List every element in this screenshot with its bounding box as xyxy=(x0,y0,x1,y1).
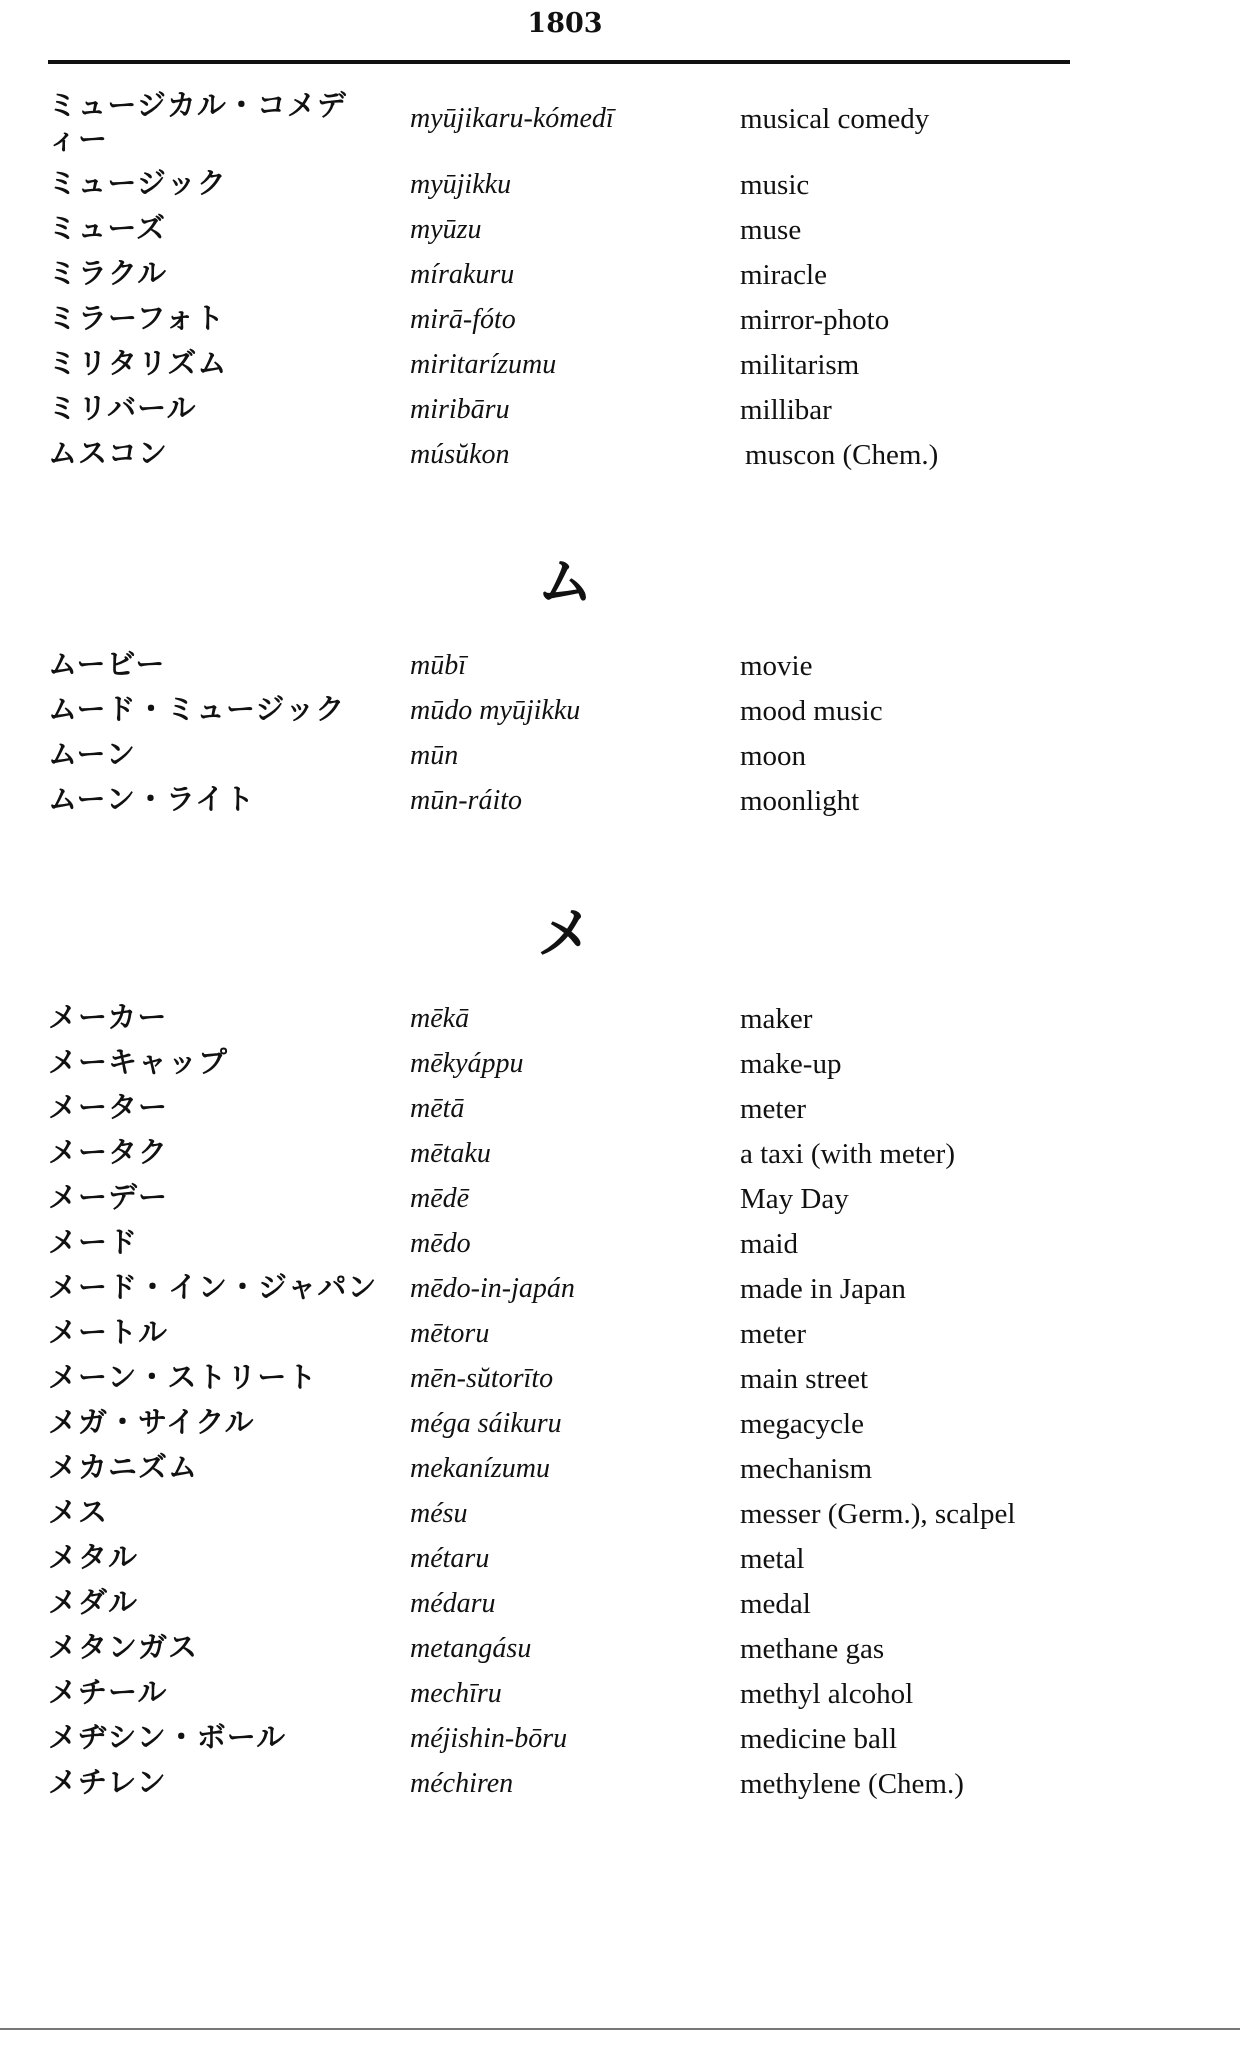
romanization: mirā-fóto xyxy=(410,304,516,335)
katakana-term: メーター xyxy=(48,1090,169,1124)
romanization: mēdo xyxy=(410,1228,471,1259)
romanization: mūn-ráito xyxy=(410,785,522,816)
english-meaning: musical comedy xyxy=(740,103,930,135)
romanization: mírakuru xyxy=(410,259,515,290)
romanization: myūzu xyxy=(410,214,482,245)
katakana-term: ミュージカル・コメディー xyxy=(48,88,347,156)
romanization: miribāru xyxy=(410,394,510,425)
katakana-term: ミュージック xyxy=(48,166,227,200)
romanization: mésu xyxy=(410,1498,468,1529)
english-meaning: methylene (Chem.) xyxy=(740,1768,964,1800)
katakana-term: メチール xyxy=(48,1675,168,1709)
english-meaning: medicine ball xyxy=(740,1723,898,1755)
katakana-term: メタル xyxy=(48,1540,139,1574)
english-meaning: maid xyxy=(740,1228,798,1260)
katakana-term: メヂシン・ボール xyxy=(48,1720,287,1754)
list-item xyxy=(48,88,1088,166)
list-item xyxy=(48,1585,1088,1630)
katakana-term: メータク xyxy=(48,1135,169,1169)
romanization: miritarízumu xyxy=(410,349,557,380)
list-item xyxy=(48,782,1088,827)
katakana-term: メダル xyxy=(48,1585,139,1619)
romanization: mūbī xyxy=(410,650,466,681)
katakana-term: メタンガス xyxy=(48,1630,199,1664)
english-meaning: movie xyxy=(740,650,813,682)
romanization: músŭkon xyxy=(410,439,510,470)
katakana-term: メーカー xyxy=(48,1000,168,1034)
romanization: mēkā xyxy=(410,1003,470,1034)
section-mi xyxy=(48,88,1088,481)
katakana-term: ムーン xyxy=(48,737,136,771)
section-heading-mu: ム xyxy=(537,550,593,615)
english-meaning: moonlight xyxy=(740,785,860,817)
list-item xyxy=(48,647,1088,692)
list-item xyxy=(48,1675,1088,1720)
romanization: metangásu xyxy=(410,1633,532,1664)
english-meaning: May Day xyxy=(740,1183,849,1215)
list-item xyxy=(48,1090,1088,1135)
katakana-term: ムーン・ライト xyxy=(48,782,256,816)
katakana-term: ミリバール xyxy=(48,391,197,425)
romanization: mēn-sŭtorīto xyxy=(410,1363,554,1394)
katakana-term: メートル xyxy=(48,1315,169,1349)
katakana-term: ムスコン xyxy=(48,436,169,470)
page-number: 1803 xyxy=(527,8,603,39)
list-item xyxy=(48,1495,1088,1540)
katakana-term: ミューズ xyxy=(48,211,166,245)
english-meaning: methane gas xyxy=(740,1633,885,1665)
list-item xyxy=(48,256,1088,301)
english-meaning: main street xyxy=(740,1363,869,1395)
list-item xyxy=(48,1450,1088,1495)
list-item xyxy=(48,1000,1088,1045)
romanization: mūn xyxy=(410,740,459,771)
list-item xyxy=(48,1540,1088,1585)
katakana-term: ムード・ミュージック xyxy=(48,692,346,726)
english-meaning: medal xyxy=(740,1588,811,1620)
romanization: mūdo myūjikku xyxy=(410,695,581,726)
romanization: mētoru xyxy=(410,1318,490,1349)
katakana-term: ムービー xyxy=(48,647,166,681)
katakana-term: メード xyxy=(48,1225,139,1259)
list-item xyxy=(48,391,1088,436)
katakana-term: メカニズム xyxy=(48,1450,199,1484)
section-me xyxy=(48,1000,1088,1810)
english-meaning: militarism xyxy=(740,349,860,381)
list-item xyxy=(48,1270,1088,1315)
list-item xyxy=(48,1315,1088,1360)
romanization: méchiren xyxy=(410,1768,514,1799)
list-item xyxy=(48,211,1088,256)
romanization: méga sáikuru xyxy=(410,1408,562,1439)
list-item xyxy=(48,436,1088,481)
list-item xyxy=(48,1765,1088,1810)
english-meaning: made in Japan xyxy=(740,1273,906,1305)
list-item xyxy=(48,1360,1088,1405)
romanization: mēdo-in-japán xyxy=(410,1273,575,1304)
romanization: mēdē xyxy=(410,1183,470,1214)
list-item xyxy=(48,1720,1088,1765)
list-item xyxy=(48,1135,1088,1180)
romanization: mekanízumu xyxy=(410,1453,550,1484)
list-item xyxy=(48,346,1088,391)
english-meaning: meter xyxy=(740,1318,807,1350)
english-meaning: maker xyxy=(740,1003,813,1035)
english-meaning: megacycle xyxy=(740,1408,864,1440)
english-meaning: make-up xyxy=(740,1048,842,1080)
english-meaning: miracle xyxy=(740,259,827,291)
katakana-term: ミリタリズム xyxy=(48,346,228,380)
english-meaning: millibar xyxy=(740,394,832,426)
list-item xyxy=(48,1225,1088,1270)
section-heading-me: メ xyxy=(537,902,593,967)
katakana-term: メガ・サイクル xyxy=(48,1405,255,1439)
list-item xyxy=(48,1180,1088,1225)
romanization: médaru xyxy=(410,1588,496,1619)
english-meaning: meter xyxy=(740,1093,807,1125)
list-item xyxy=(48,692,1088,737)
katakana-term: メチレン xyxy=(48,1765,167,1799)
english-meaning: muse xyxy=(740,214,802,246)
footer-rule xyxy=(0,2028,1240,2030)
katakana-term: メーデー xyxy=(48,1180,169,1214)
list-item xyxy=(48,1630,1088,1675)
romanization: mechīru xyxy=(410,1678,502,1709)
katakana-term: メード・イン・ジャパン xyxy=(48,1270,378,1304)
header-rule xyxy=(48,60,1070,64)
romanization: mētaku xyxy=(410,1138,491,1169)
katakana-term: メーキャップ xyxy=(48,1045,229,1079)
romanization: mēkyáppu xyxy=(410,1048,524,1079)
romanization: myūjikaru-kómedī xyxy=(410,103,614,134)
list-item xyxy=(48,737,1088,782)
english-meaning: mirror-photo xyxy=(740,304,890,336)
english-meaning: music xyxy=(740,169,810,201)
english-meaning: moon xyxy=(740,740,807,772)
romanization: mētā xyxy=(410,1093,465,1124)
section-mu xyxy=(48,647,1088,827)
romanization: méjishin-bōru xyxy=(410,1723,568,1754)
romanization: myūjikku xyxy=(410,169,512,200)
katakana-term: メーン・ストリート xyxy=(48,1360,318,1394)
english-meaning: mood music xyxy=(740,695,883,727)
english-meaning: a taxi (with meter) xyxy=(740,1138,955,1170)
katakana-term: ミラーフォト xyxy=(48,301,226,335)
katakana-term: ミラクル xyxy=(48,256,168,290)
list-item xyxy=(48,301,1088,346)
english-meaning: muscon (Chem.) xyxy=(745,439,939,471)
english-meaning: messer (Germ.), scalpel xyxy=(740,1498,1016,1530)
english-meaning: metal xyxy=(740,1543,805,1575)
english-meaning: mechanism xyxy=(740,1453,873,1485)
list-item xyxy=(48,166,1088,211)
list-item xyxy=(48,1045,1088,1090)
english-meaning: methyl alcohol xyxy=(740,1678,914,1710)
list-item xyxy=(48,1405,1088,1450)
katakana-term: メス xyxy=(48,1495,109,1529)
romanization: métaru xyxy=(410,1543,490,1574)
